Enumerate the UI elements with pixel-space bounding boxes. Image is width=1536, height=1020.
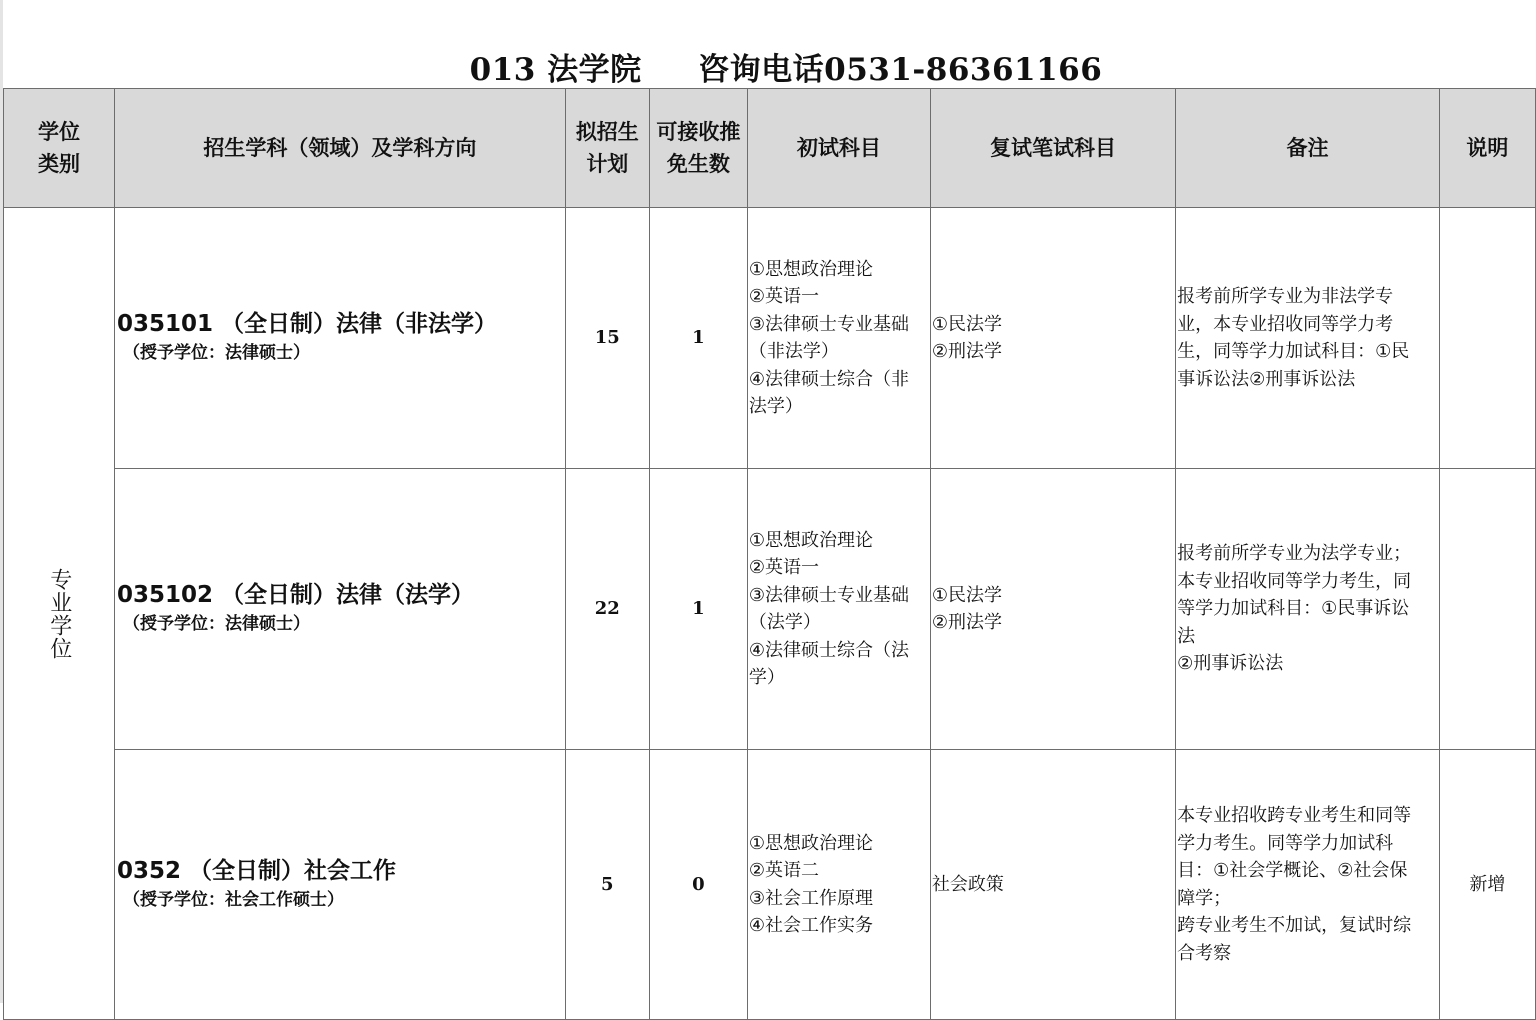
notes-cell: 本专业招收跨专业考生和同等 学力考生。同等学力加试科 目：①社会学概论、②社会保 障学； 跨专业考生不加试，复试时综 合考察 [1176, 750, 1440, 1020]
header-subject: 招生学科（领域）及学科方向 [115, 89, 566, 208]
first-exam-cell: ①思想政治理论 ②英语一 ③法律硕士专业基础 （非法学） ④法律硕士综合（非 法学） [747, 208, 930, 469]
header-exempt: 可接收推 免生数 [649, 89, 747, 208]
page-title: 013 法学院 咨询电话0531-86361166 [469, 52, 1103, 88]
explain-cell: 新增 [1439, 750, 1535, 1020]
explain-cell [1439, 208, 1535, 469]
major-cell [115, 750, 566, 1020]
exempt-count: 1 [649, 208, 747, 469]
header-retest: 复试笔试科目 [930, 89, 1175, 208]
major-degree: （授予学位：社会工作硕士） [123, 889, 344, 910]
first-exam-cell: ①思想政治理论 ②英语一 ③法律硕士专业基础 （法学） ④法律硕士综合（法 学） [747, 469, 930, 750]
plan-count: 5 [565, 750, 649, 1020]
major-degree: （授予学位：法律硕士） [123, 343, 310, 363]
retest-cell: 社会政策 [930, 750, 1175, 1020]
plan-count: 22 [565, 469, 649, 750]
major-name: 0352 （全日制）社会工作 [117, 857, 397, 884]
header-notes: 备注 [1176, 89, 1440, 208]
table-row [4, 469, 1536, 750]
degree-category: 专业学位 [46, 567, 72, 660]
header-first-exam: 初试科目 [747, 89, 930, 208]
header-degree-type: 学位 类别 [4, 89, 115, 208]
retest-cell: ①民法学 ②刑法学 [930, 469, 1175, 750]
admissions-table [3, 88, 1536, 1020]
table-row [4, 750, 1536, 1020]
retest-cell: ①民法学 ②刑法学 [930, 208, 1175, 469]
major-name: 035102 （全日制）法律（法学） [117, 582, 475, 608]
explain-cell [1439, 469, 1535, 750]
header-row [4, 89, 1536, 208]
header-explain: 说明 [1439, 89, 1535, 208]
first-exam-cell: ①思想政治理论 ②英语二 ③社会工作原理 ④社会工作实务 [747, 750, 930, 1020]
header-plan: 拟招生 计划 [565, 89, 649, 208]
major-cell [115, 208, 566, 469]
notes-cell: 报考前所学专业为法学专业； 本专业招收同等学力考生，同 等学力加试科目：①民事诉讼 法 ②刑事诉讼法 [1176, 469, 1440, 750]
major-degree: （授予学位：法律硕士） [123, 614, 310, 634]
plan-count: 15 [565, 208, 649, 469]
exempt-count: 0 [649, 750, 747, 1020]
exempt-count: 1 [649, 469, 747, 750]
notes-cell: 报考前所学专业为非法学专 业，本专业招收同等学力考 生，同等学力加试科目：①民 事诉讼法②刑事诉讼法 [1176, 208, 1440, 469]
degree-category-cell [4, 208, 115, 1020]
major-cell [115, 469, 566, 750]
table-row [4, 208, 1536, 469]
major-name: 035101 （全日制）法律（非法学） [117, 311, 498, 337]
